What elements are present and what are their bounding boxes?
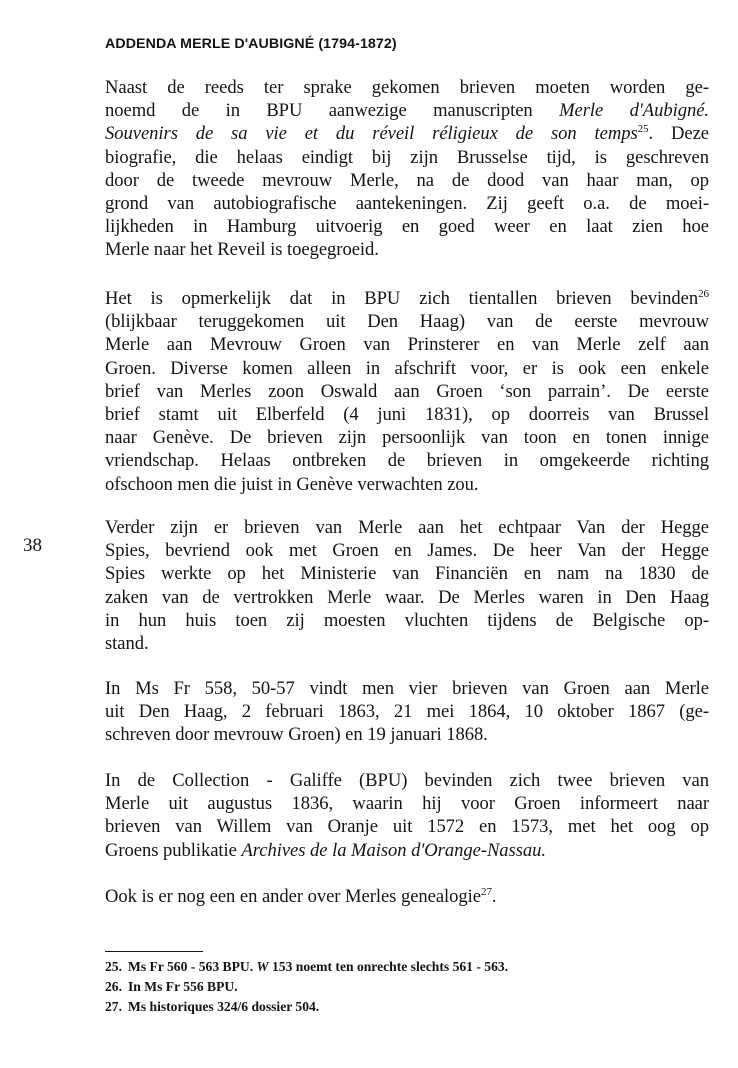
italic-title: Archives de la Maison d'Orange-Nassau. [241,839,547,861]
footnote-26 [105,977,709,997]
paragraph-5 [105,769,709,862]
text-line [105,122,709,145]
text-line: naar Genève. De brieven zijn persoonlijk van toon en tonen innige [105,427,709,449]
text-line [105,287,709,310]
text-span: . [491,886,497,907]
text-span: . Deze [648,123,709,145]
footnote-ref-27[interactable]: 27 [481,886,492,898]
text-line [105,885,709,908]
paragraph-3 [105,516,709,655]
italic-title: Souvenirs de sa vie et du réveil réligieux de son temps [105,123,638,145]
text-line: grond van autobiografische aantekeningen. Zij geeft o.a. de moei- [105,193,709,215]
text-span: noemd de in BPU aanwezige manuscripten [105,100,560,122]
footnotes [105,957,709,1017]
footnote-text: Ms Fr 560 - 563 BPU. [128,959,257,974]
text-line: In Ms Fr 558, 50-57 vindt men vier brieven van Groen aan Merle [105,678,709,699]
footnote-number: 25. [105,959,122,974]
text-line [105,99,709,122]
text-line: biografie, die helaas eindigt bij zijn Brusselse tijd, is geschreven [105,146,709,168]
text-line: brief van Merles zoon Oswald aan Groen ‘son parrain’. De eerste [105,380,709,402]
italic-title: Merle d'Aubigné. [559,100,709,122]
text-line: Merle uit augustus 1836, waarin hij voor Groen informeert naar [105,793,709,815]
text-span: Groens publikatie [105,839,242,861]
footnote-text: Ms historiques 324/6 dossier 504. [128,999,320,1014]
text-line: lijkheden in Hamburg uitvoerig en goed weer en laat zien hoe [105,216,709,238]
footnote-text: In Ms Fr 556 BPU. [128,979,238,994]
footnote-number: 26. [105,979,122,994]
text-line: brieven van Willem van Oranje uit 1572 en 1573, met het oog op [105,816,709,838]
text-line: (blijkbaar teruggekomen uit Den Haag) van de eerste mevrouw [105,311,709,333]
running-header: ADDENDA MERLE D'AUBIGNÉ (1794-1872) [105,36,397,52]
text-line: stand. [105,633,149,655]
paragraph-1 [105,76,709,262]
text-line: ofschoon men die juist in Genève verwachten zou. [105,473,479,495]
text-line: in hun huis toen zij moesten vluchten tijdens de Belgische op- [105,609,709,631]
text-line [105,839,709,862]
footnote-ref-26[interactable]: 26 [698,288,709,300]
footnote-25 [105,957,709,977]
footnote-text: 153 noemt ten onrechte slechts 561 - 563. [268,959,509,974]
text-line: vriendschap. Helaas ontbreken de brieven in omgekeerde richting [105,450,709,472]
footnote-ref-25[interactable]: 25 [637,123,649,136]
text-line: Spies werkte op het Ministerie van Financiën en nam na 1830 de [105,563,709,585]
text-line: brief stamt uit Elberfeld (4 juni 1831), op doorreis van Brussel [105,404,709,426]
text-line: Merle naar het Reveil is toegegroeid. [105,239,379,261]
text-line: schreven door mevrouw Groen) en 19 januari 1868. [105,724,488,746]
paragraph-6 [105,885,709,908]
page-number: 38 [23,535,42,556]
footnote-italic: W [256,959,269,974]
footnote-number: 27. [105,999,122,1014]
text-line: zaken van de vertrokken Merle waar. De Merles waren in Den Haag [105,586,709,608]
text-line: In de Collection - Galiffe (BPU) bevinden zich twee brieven van [105,770,709,791]
footnote-divider [105,951,203,952]
text-span: Ook is er nog een en ander over Merles genealogie [105,886,481,907]
text-line: door de tweede mevrouw Merle, na de dood van haar man, op [105,169,709,191]
text-line: uit Den Haag, 2 februari 1863, 21 mei 1864, 10 oktober 1867 (ge- [105,701,709,723]
paragraph-4 [105,677,709,747]
text-span: Het is opmerkelijk dat in BPU zich tientallen brieven bevinden [105,288,699,309]
paragraph-2 [105,287,709,496]
footnote-27 [105,997,709,1017]
text-line: Spies, bevriend ook met Groen en James. De heer Van der Hegge [105,540,709,562]
text-line: Groen. Diverse komen alleen in afschrift voor, er is ook een enkele [105,357,709,379]
text-line: Merle aan Mevrouw Groen van Prinsterer en van Merle zelf aan [105,334,709,356]
text-line: Naast de reeds ter sprake gekomen brieven moeten worden ge- [105,77,709,98]
text-line: Verder zijn er brieven van Merle aan het echtpaar Van der Hegge [105,517,709,538]
